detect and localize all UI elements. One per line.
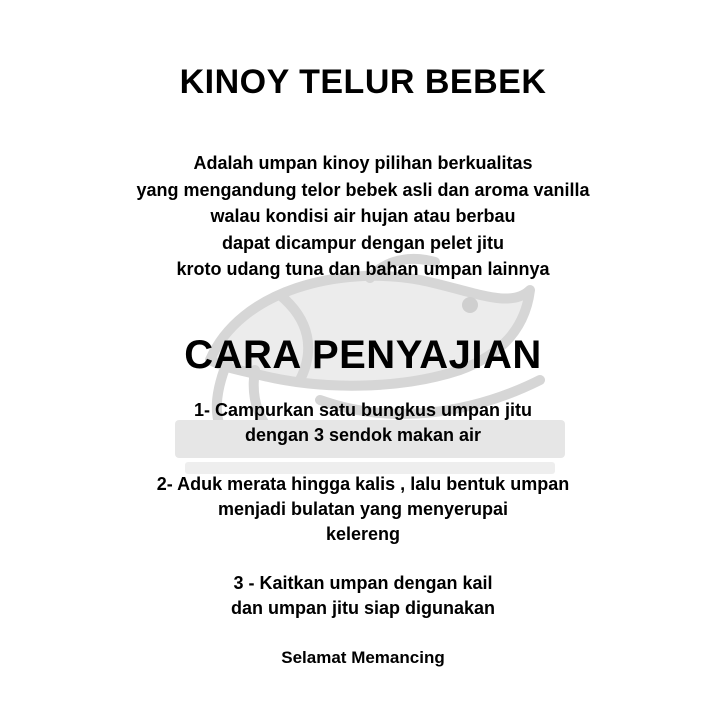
closing-text: Selamat Memancing bbox=[281, 648, 445, 667]
step-2 bbox=[0, 472, 726, 547]
step-1 bbox=[0, 398, 726, 448]
description-line: dapat dicampur dengan pelet jitu bbox=[221, 232, 505, 253]
product-description bbox=[0, 150, 726, 283]
description-line: yang mengandung telor bebek asli dan aroma vanilla bbox=[136, 179, 590, 200]
step-line: dengan 3 sendok makan air bbox=[244, 425, 482, 445]
step-line: kelereng bbox=[325, 524, 401, 544]
description-line: kroto udang tuna dan bahan umpan lainnya bbox=[176, 259, 550, 279]
step-line: 2- Aduk merata hingga kalis , lalu bentuk umpan bbox=[156, 474, 570, 494]
step-line: dan umpan jitu siap digunakan bbox=[230, 598, 496, 618]
description-line: walau kondisi air hujan atau berbau bbox=[210, 206, 516, 226]
description-line: Adalah umpan kinoy pilihan berkualitas bbox=[193, 153, 533, 173]
step-line: 1- Campurkan satu bungkus umpan jitu bbox=[193, 400, 533, 420]
page-title: KINOY TELUR BEBEK bbox=[179, 63, 547, 101]
step-3 bbox=[0, 571, 726, 621]
step-line: menjadi bulatan yang menyerupai bbox=[217, 499, 509, 519]
section-title: CARA PENYAJIAN bbox=[184, 333, 542, 377]
step-line: 3 - Kaitkan umpan dengan kail bbox=[233, 573, 493, 593]
